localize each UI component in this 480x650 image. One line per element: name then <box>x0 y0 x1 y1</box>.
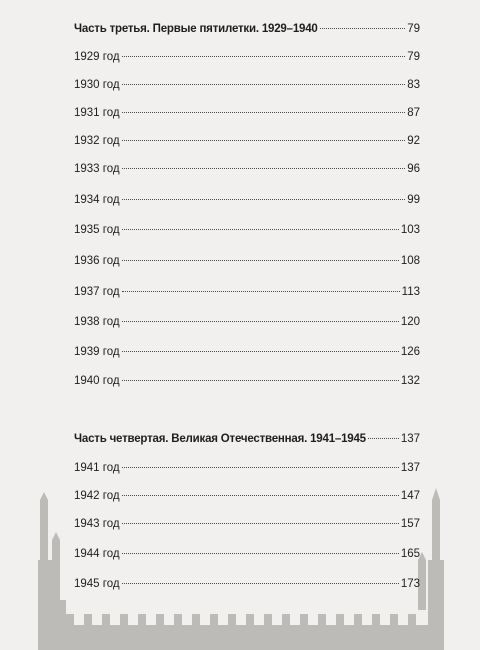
toc-item[interactable] <box>74 78 420 92</box>
page-number: 83 <box>407 79 420 91</box>
year-label: 1929 год <box>74 51 120 63</box>
page-number: 108 <box>400 255 420 267</box>
toc-item[interactable] <box>74 517 420 531</box>
toc-item[interactable] <box>74 315 420 329</box>
page-number: 137 <box>400 433 420 445</box>
year-label: 1944 год <box>74 548 120 560</box>
page-number: 113 <box>401 286 420 298</box>
toc-item[interactable] <box>74 50 420 64</box>
dot-leader <box>122 56 406 57</box>
toc-item[interactable] <box>74 285 420 299</box>
page-number: 157 <box>400 518 420 530</box>
dot-leader <box>122 112 406 113</box>
dot-leader <box>122 467 399 468</box>
dot-leader <box>122 351 399 352</box>
year-label: 1940 год <box>74 375 120 387</box>
toc-item[interactable] <box>74 345 420 359</box>
dot-leader <box>122 229 399 230</box>
toc-item[interactable] <box>74 374 420 388</box>
toc-item[interactable] <box>74 461 420 475</box>
page-number: 173 <box>400 578 420 590</box>
year-label: 1945 год <box>74 578 120 590</box>
year-label: 1935 год <box>74 224 120 236</box>
part-title: Часть третья. Первые пятилетки. 1929–1940 <box>74 23 318 35</box>
toc-item[interactable] <box>74 162 420 176</box>
dot-leader <box>122 553 399 554</box>
page-number: 96 <box>407 163 420 175</box>
dot-leader <box>122 291 400 292</box>
year-label: 1933 год <box>74 163 120 175</box>
toc-item[interactable] <box>74 489 420 503</box>
dot-leader <box>122 260 399 261</box>
year-label: 1943 год <box>74 518 120 530</box>
page-number: 126 <box>400 346 420 358</box>
page-number: 137 <box>400 462 420 474</box>
page-number: 120 <box>400 316 420 328</box>
page-number: 132 <box>400 375 420 387</box>
dot-leader <box>122 321 399 322</box>
dot-leader <box>122 140 406 141</box>
dot-leader <box>122 495 399 496</box>
year-label: 1930 год <box>74 79 120 91</box>
toc-item[interactable] <box>74 106 420 120</box>
toc-item[interactable] <box>74 577 420 591</box>
year-label: 1932 год <box>74 135 120 147</box>
year-label: 1941 год <box>74 462 120 474</box>
dot-leader <box>122 84 406 85</box>
toc-item[interactable] <box>74 223 420 237</box>
dot-leader <box>122 523 399 524</box>
page-number: 87 <box>407 107 420 119</box>
year-label: 1939 год <box>74 346 120 358</box>
page-number: 99 <box>407 194 420 206</box>
page-number: 79 <box>407 51 420 63</box>
dot-leader <box>122 199 406 200</box>
toc-part-four[interactable] <box>74 432 420 446</box>
page-number: 79 <box>407 23 420 35</box>
page-number: 103 <box>400 224 420 236</box>
year-label: 1936 год <box>74 255 120 267</box>
page-number: 92 <box>407 135 420 147</box>
page-number: 165 <box>400 548 420 560</box>
year-label: 1931 год <box>74 107 120 119</box>
toc-item[interactable] <box>74 254 420 268</box>
year-label: 1934 год <box>74 194 120 206</box>
part-title: Часть четвертая. Великая Отечественная. 1941–1945 <box>74 433 366 445</box>
year-label: 1942 год <box>74 490 120 502</box>
toc-part-three[interactable] <box>74 22 420 36</box>
toc-item[interactable] <box>74 134 420 148</box>
page-number: 147 <box>400 490 420 502</box>
dot-leader <box>122 583 399 584</box>
toc-item[interactable] <box>74 193 420 207</box>
dot-leader <box>122 380 399 381</box>
toc-item[interactable] <box>74 547 420 561</box>
year-label: 1938 год <box>74 316 120 328</box>
dot-leader <box>122 168 406 169</box>
dot-leader <box>320 28 406 29</box>
dot-leader <box>368 438 399 439</box>
year-label: 1937 год <box>74 286 120 298</box>
